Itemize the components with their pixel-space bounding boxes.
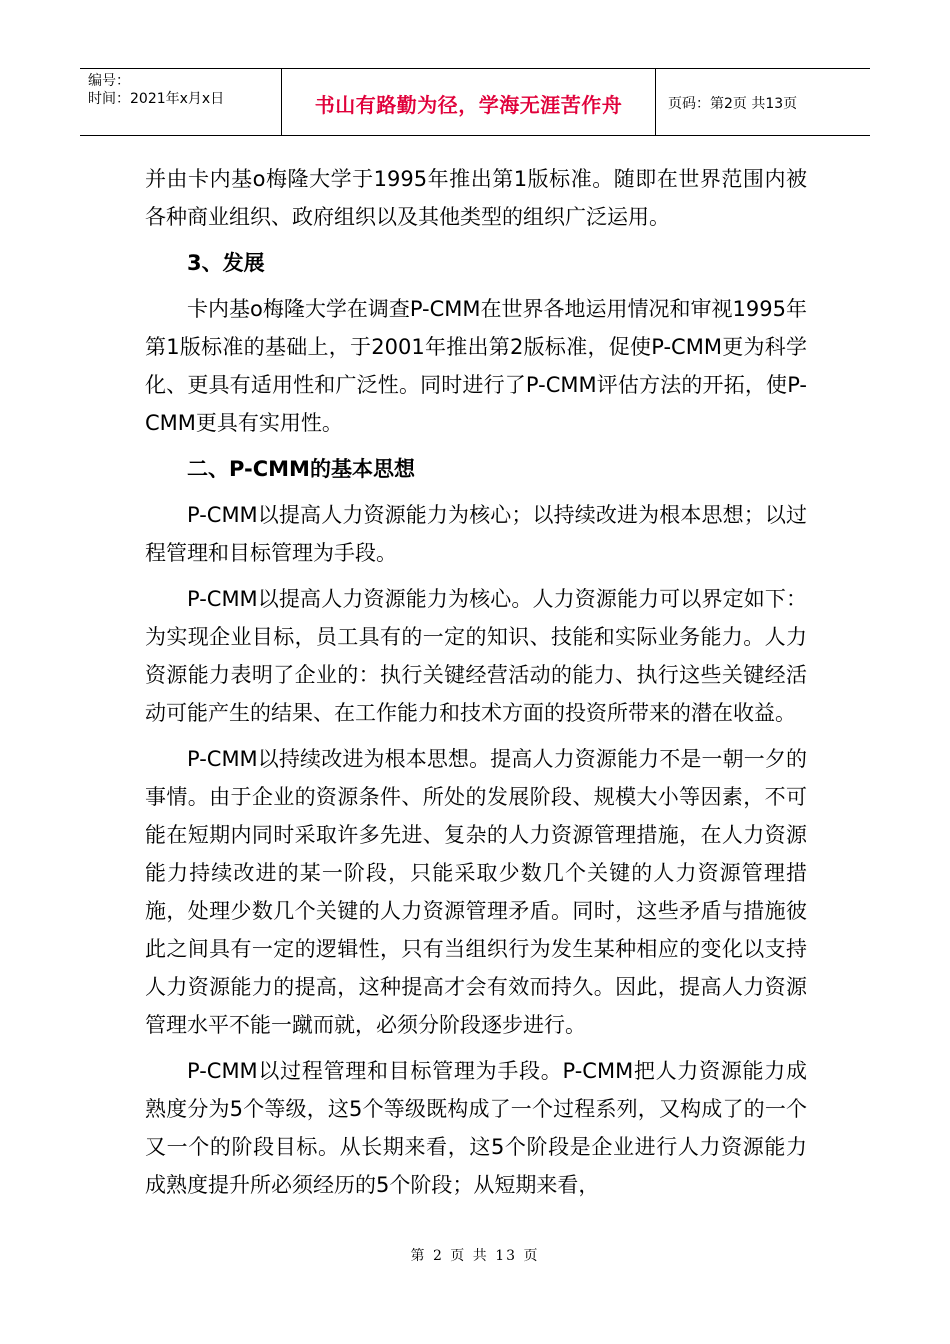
header-page-code: 页码：第2页 共13页	[668, 96, 798, 112]
header-motto: 书山有路勤为径，学海无涯苦作舟	[314, 92, 623, 117]
body-paragraph: 并由卡内基o梅隆大学于1995年推出第1版标准。随即在世界范围内被各种商业组织、政府组织以及其他类型的组织广泛运用。	[145, 167, 807, 229]
section-heading: 二、P-CMM的基本思想	[187, 457, 415, 481]
document-time-label: 时间：2021年x月x日	[88, 91, 225, 107]
document-number-label: 编号：	[88, 73, 130, 89]
body-paragraph: 卡内基o梅隆大学在调查P-CMM在世界各地运用情况和审视1995年第1版标准的基础上，于2001年推出第2版标准，促使P-CMM更为科学化、更具有适用性和广泛性。同时进行了P-CMM评估方法的开拓，使P-CMM更具有实用性。	[145, 297, 807, 435]
page-header	[80, 68, 870, 136]
footer-page-number: 第 2 页 共 13 页	[410, 1248, 540, 1264]
body-paragraph: P-CMM以持续改进为根本思想。提高人力资源能力不是一朝一夕的事情。由于企业的资源条件、所处的发展阶段、规模大小等因素，不可能在短期内同时采取许多先进、复杂的人力资源管理措施，在人力资源能力持续改进的某一阶段，只能采取少数几个关键的人力资源管理措施，处理少数几个关键的人力资源管理矛盾。同时，这些矛盾与措施彼此之间具有一定的逻辑性，只有当组织行为发生某种相应的变化以支持人力资源能力的提高，这种提高才会有效而持久。因此，提高人力资源管理水平不能一蹴而就，必须分阶段逐步进行。	[145, 747, 807, 1037]
page-footer	[0, 1245, 950, 1265]
header-meta-cell	[80, 69, 282, 135]
body-paragraph: P-CMM以提高人力资源能力为核心；以持续改进为根本思想；以过程管理和目标管理为手段。	[145, 503, 807, 565]
body-paragraph: P-CMM以过程管理和目标管理为手段。P-CMM把人力资源能力成熟度分为5个等级，这5个等级既构成了一个过程系列，又构成了的一个又一个的阶段目标。从长期来看，这5个阶段是企业进行人力资源能力成熟度提升所必须经历的5个阶段；从短期来看，	[145, 1059, 807, 1197]
body-paragraph: P-CMM以提高人力资源能力为核心。人力资源能力可以界定如下：为实现企业目标，员工具有的一定的知识、技能和实际业务能力。人力资源能力表明了企业的：执行关键经营活动的能力、执行这些关键经活动可能产生的结果、在工作能力和技术方面的投资所带来的潜在收益。	[145, 587, 807, 725]
header-motto-cell	[282, 69, 656, 135]
section-heading: 3、发展	[187, 251, 265, 275]
document-body	[145, 160, 807, 1212]
header-page-cell	[656, 69, 870, 135]
